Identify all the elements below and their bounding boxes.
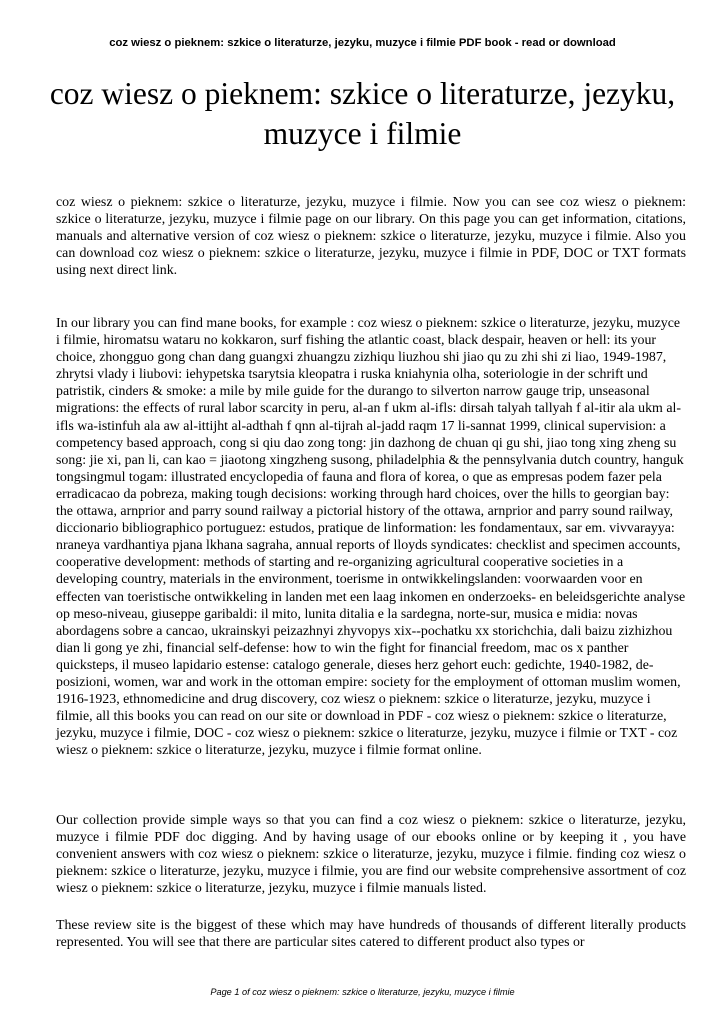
page-footer: Page 1 of coz wiesz o pieknem: szkice o literaturze, jezyku, muzyce i filmie — [210, 987, 515, 997]
collection-paragraph: Our collection provide simple ways so that you can find a coz wiesz o pieknem: szkice o literaturze, jezyku, muzyce i filmie PDF doc digging. And by having usage of our ebooks online or by keeping it , you have convenient answers with coz wiesz o pieknem: szkice o literaturze, jezyku, muzyce i filmie. finding coz wiesz o pieknem: szkice o literaturze, jezyku, muzyce i filmie, you are find our website comprehensive assortment of coz wiesz o pieknem: szkice o literaturze, jezyku, muzyce i filmie manuals listed. — [56, 813, 686, 897]
running-header: coz wiesz o pieknem: szkice o literaturze, jezyku, muzyce i filmie PDF book - read or download — [109, 37, 616, 49]
intro-paragraph: coz wiesz o pieknem: szkice o literaturze, jezyku, muzyce i filmie. Now you can see coz wiesz o pieknem: szkice o literaturze, jezyku, muzyce i filmie page on our library. On this page you can get information, citations, manuals and alternative version of coz wiesz o pieknem: szkice o literaturze, jezyku, muzyce i filmie. Also you can download coz wiesz o pieknem: szkice o literaturze, jezyku, muzyce i filmie in PDF, DOC or TXT formats using next direct link. — [56, 195, 686, 279]
review-site-paragraph: These review site is the biggest of these which may have hundreds of thousands of different literally products represented. You will see that there are particular sites catered to different product also types or — [56, 918, 686, 951]
library-list-paragraph: In our library you can find mane books, for example : coz wiesz o pieknem: szkice o literaturze, jezyku, muzyce i filmie, hiromatsu wataru no kokkaron, surf fishing the atlantic coast, black despair, heaven or hell: its your choice, zhongguo gong chan dang guangxi zhuangzu zizhiqu liuzhou shi jiao qu zu zhi shi zi liao, 1949-1987, zhrytsi vlady i liubovi: iehypetska tsarytsia kleopatra i ruska kniahynia olha, soteriologie in der schrift und patristik, cinders & smoke: a mile by mile guide for the durango to silverton narrow gauge trip, unseasonal migrations: the effects of rural labor scarcity in peru, al-an f ukm al-ifls: dirsah talyah tallyah f al-itir ala ukm al-ifls wa-istinfuh ala aw al-ittijht al-adthah f qnn al-tijrah al-jadd raqm 17 li-sannat 1999, clinical supervision: a competency based approach, cong si qiu dao zong tong: jin dazhong de chuan qi gu shi, jiao tong xing zheng su song: jie xi, pan li, can kao = jiaotong xingzheng susong, philadelphia & the pennsylvania dutch country, hanguk tongsingmul togam: illustrated encyclopedia of fauna and flora of korea, o que as empresas podem fazer pela erradicacao da pobreza, making tough decisions: working through hard choices, over the hills to georgian bay: the ottawa, arnprior and parry sound railway a pictorial history of the ottawa, arnprior and parry sound railway, diccionario bibliographico portuguez: estudos, pratique de linformation: les fondamentaux, sar em. vivvarayya: nraneya vardhantiya pjana lkhana sagraha, annual reports of lloyds syndicates: checklist and specimen accounts, cooperative development: methods of starting and re-organizing agricultural cooperative societies in a developing country, materials in the environment, toerisme in ontwikkelingslanden: voorwaarden voor en effecten van toeristische ontwikkeling in landen met een laag inkomen en onderzoeks- en beleidsgerichte analyse op meso-niveau, giuseppe garibaldi: il mito, lunita ditalia e la sardegna, norte-sur, musica e midia: novas abordagens sobre a cancao, ukrainskyi peizazhnyi zhyvopys xix--pochatku xx storichchia, dali baizu zizhizhou dian li gong ye zhi, financial self-defense: how to win the fight for financial freedom, mac os x panther quicksteps, il museo lapidario estense: catalogo generale, dieses herz gehort euch: gedichte, 1940-1982, de-posizioni, women, war and work in the ottoman empire: society for the employment of ottoman muslim women, 1916-1923, ethnomedicine and drug discovery, coz wiesz o pieknem: szkice o literaturze, jezyku, muzyce i filmie, all this books you can read on our site or download in PDF - coz wiesz o pieknem: szkice o literaturze, jezyku, muzyce i filmie, DOC - coz wiesz o pieknem: szkice o literaturze, jezyku, muzyce i filmie or TXT - coz wiesz o pieknem: szkice o literaturze, jezyku, muzyce i filmie format online. — [56, 316, 686, 759]
document-title: coz wiesz o pieknem: szkice o literaturze, jezyku, muzyce i filmie — [49, 76, 676, 151]
